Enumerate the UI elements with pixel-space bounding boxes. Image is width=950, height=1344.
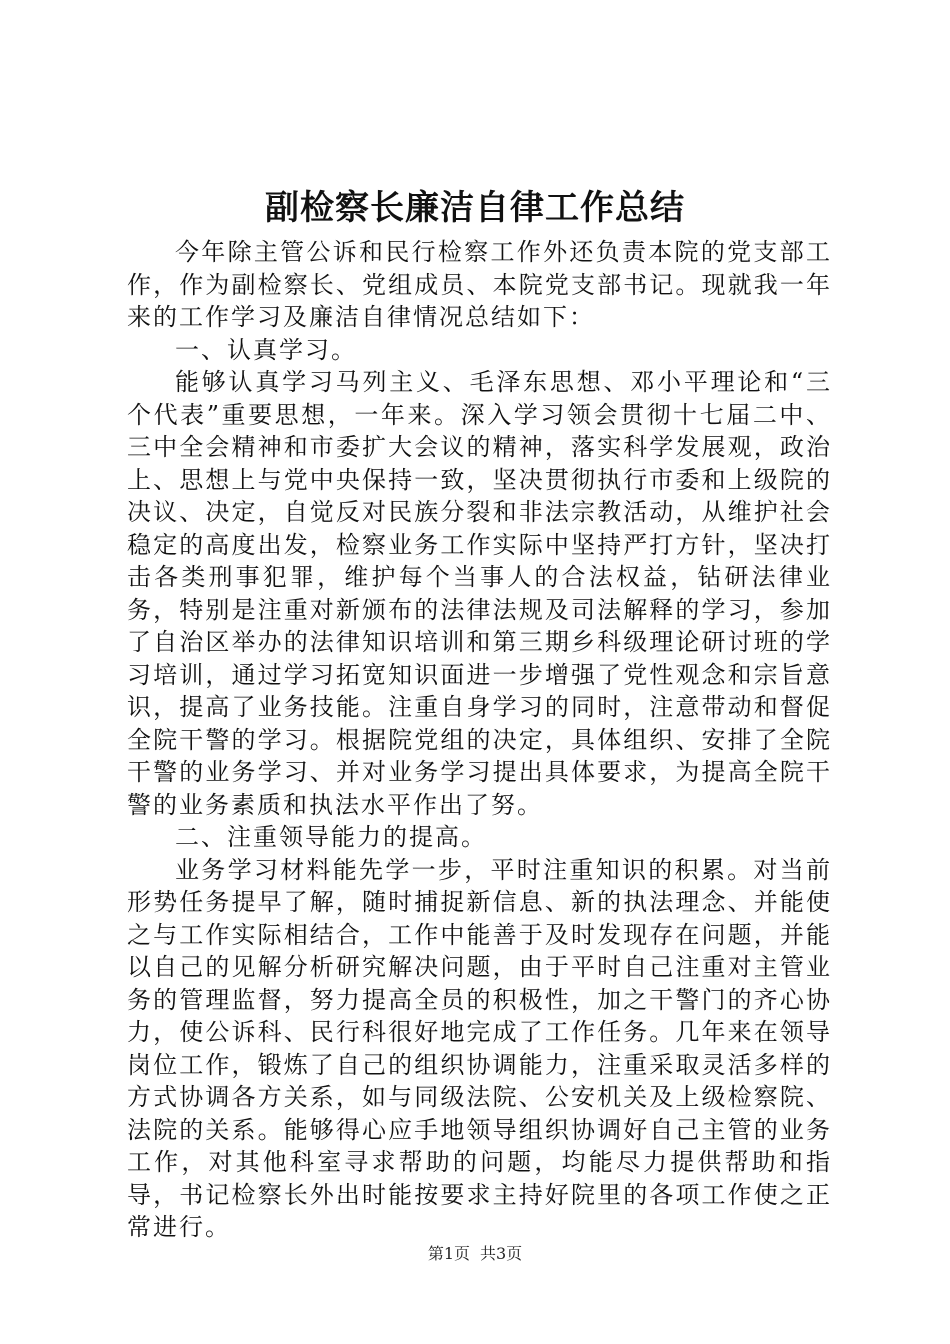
study-paragraph: 能够认真学习马列主义、毛泽东思想、邓小平理论和“三个代表”重要思想，一年来。深入学习领会贯彻十七届二中、三中全会精神和市委扩大会议的精神，落实科学发展观，政治上、思想上与党中央保持一致，坚决贯彻执行市委和上级院的决议、决定，自觉反对民族分裂和非法宗教活动，从维护社会稳定的高度出发，检察业务工作实际中坚持严打方针，坚决打击各类刑事犯罪，维护每个当事人的合法权益，钻研法律业务，特别是注重对新颁布的法律法规及司法解释的学习，参加了自治区举办的法律知识培训和第三期乡科级理论研讨班的学习培训，通过学习拓宽知识面进一步增强了党性观念和宗旨意识，提高了业务技能。注重自身学习的同时，注意带动和督促全院干警的学习。根据院党组的决定，具体组织、安排了全院干警的业务学习、并对业务学习提出具体要求，为提高全院干警的业务素质和执法水平作出了努。 [127,368,832,819]
document-title: 副检察长廉洁自律工作总结 [265,188,685,228]
section-heading-study: 一、认真学习。 [175,335,357,364]
page-number: 第1页 [427,1244,470,1263]
intro-paragraph: 今年除主管公诉和民行检察工作外还负责本院的党支部工作，作为副检察长、党组成员、本院党支部书记。现就我一年来的工作学习及廉洁自律情况总结如下： [127,238,832,331]
page-footer [0,1243,950,1265]
section-heading-leadership: 二、注重领导能力的提高。 [175,823,487,851]
page-total: 共3页 [480,1244,523,1263]
document-body [127,236,832,1244]
leadership-paragraph: 业务学习材料能先学一步，平时注重知识的积累。对当前形势任务提早了解，随时捕捉新信息、新的执法理念、并能使之与工作实际相结合，工作中能善于及时发现存在问题，并能以自己的见解分析研究解决问题，由于平时自己注重对主管业务的管理监督，努力提高全员的积极性，加之干警门的齐心协力，使公诉科、民行科很好地完成了工作任务。几年来在领导岗位工作，锻炼了自己的组织协调能力，注重采取灵活多样的方式协调各方关系，如与同级法院、公安机关及上级检察院、法院的关系。能够得心应手地领导组织协调好自己主管的业务工作，对其他科室寻求帮助的问题，均能尽力提供帮助和指导，书记检察长外出时能按要求主持好院里的各项工作使之正常进行。 [127,855,832,1241]
